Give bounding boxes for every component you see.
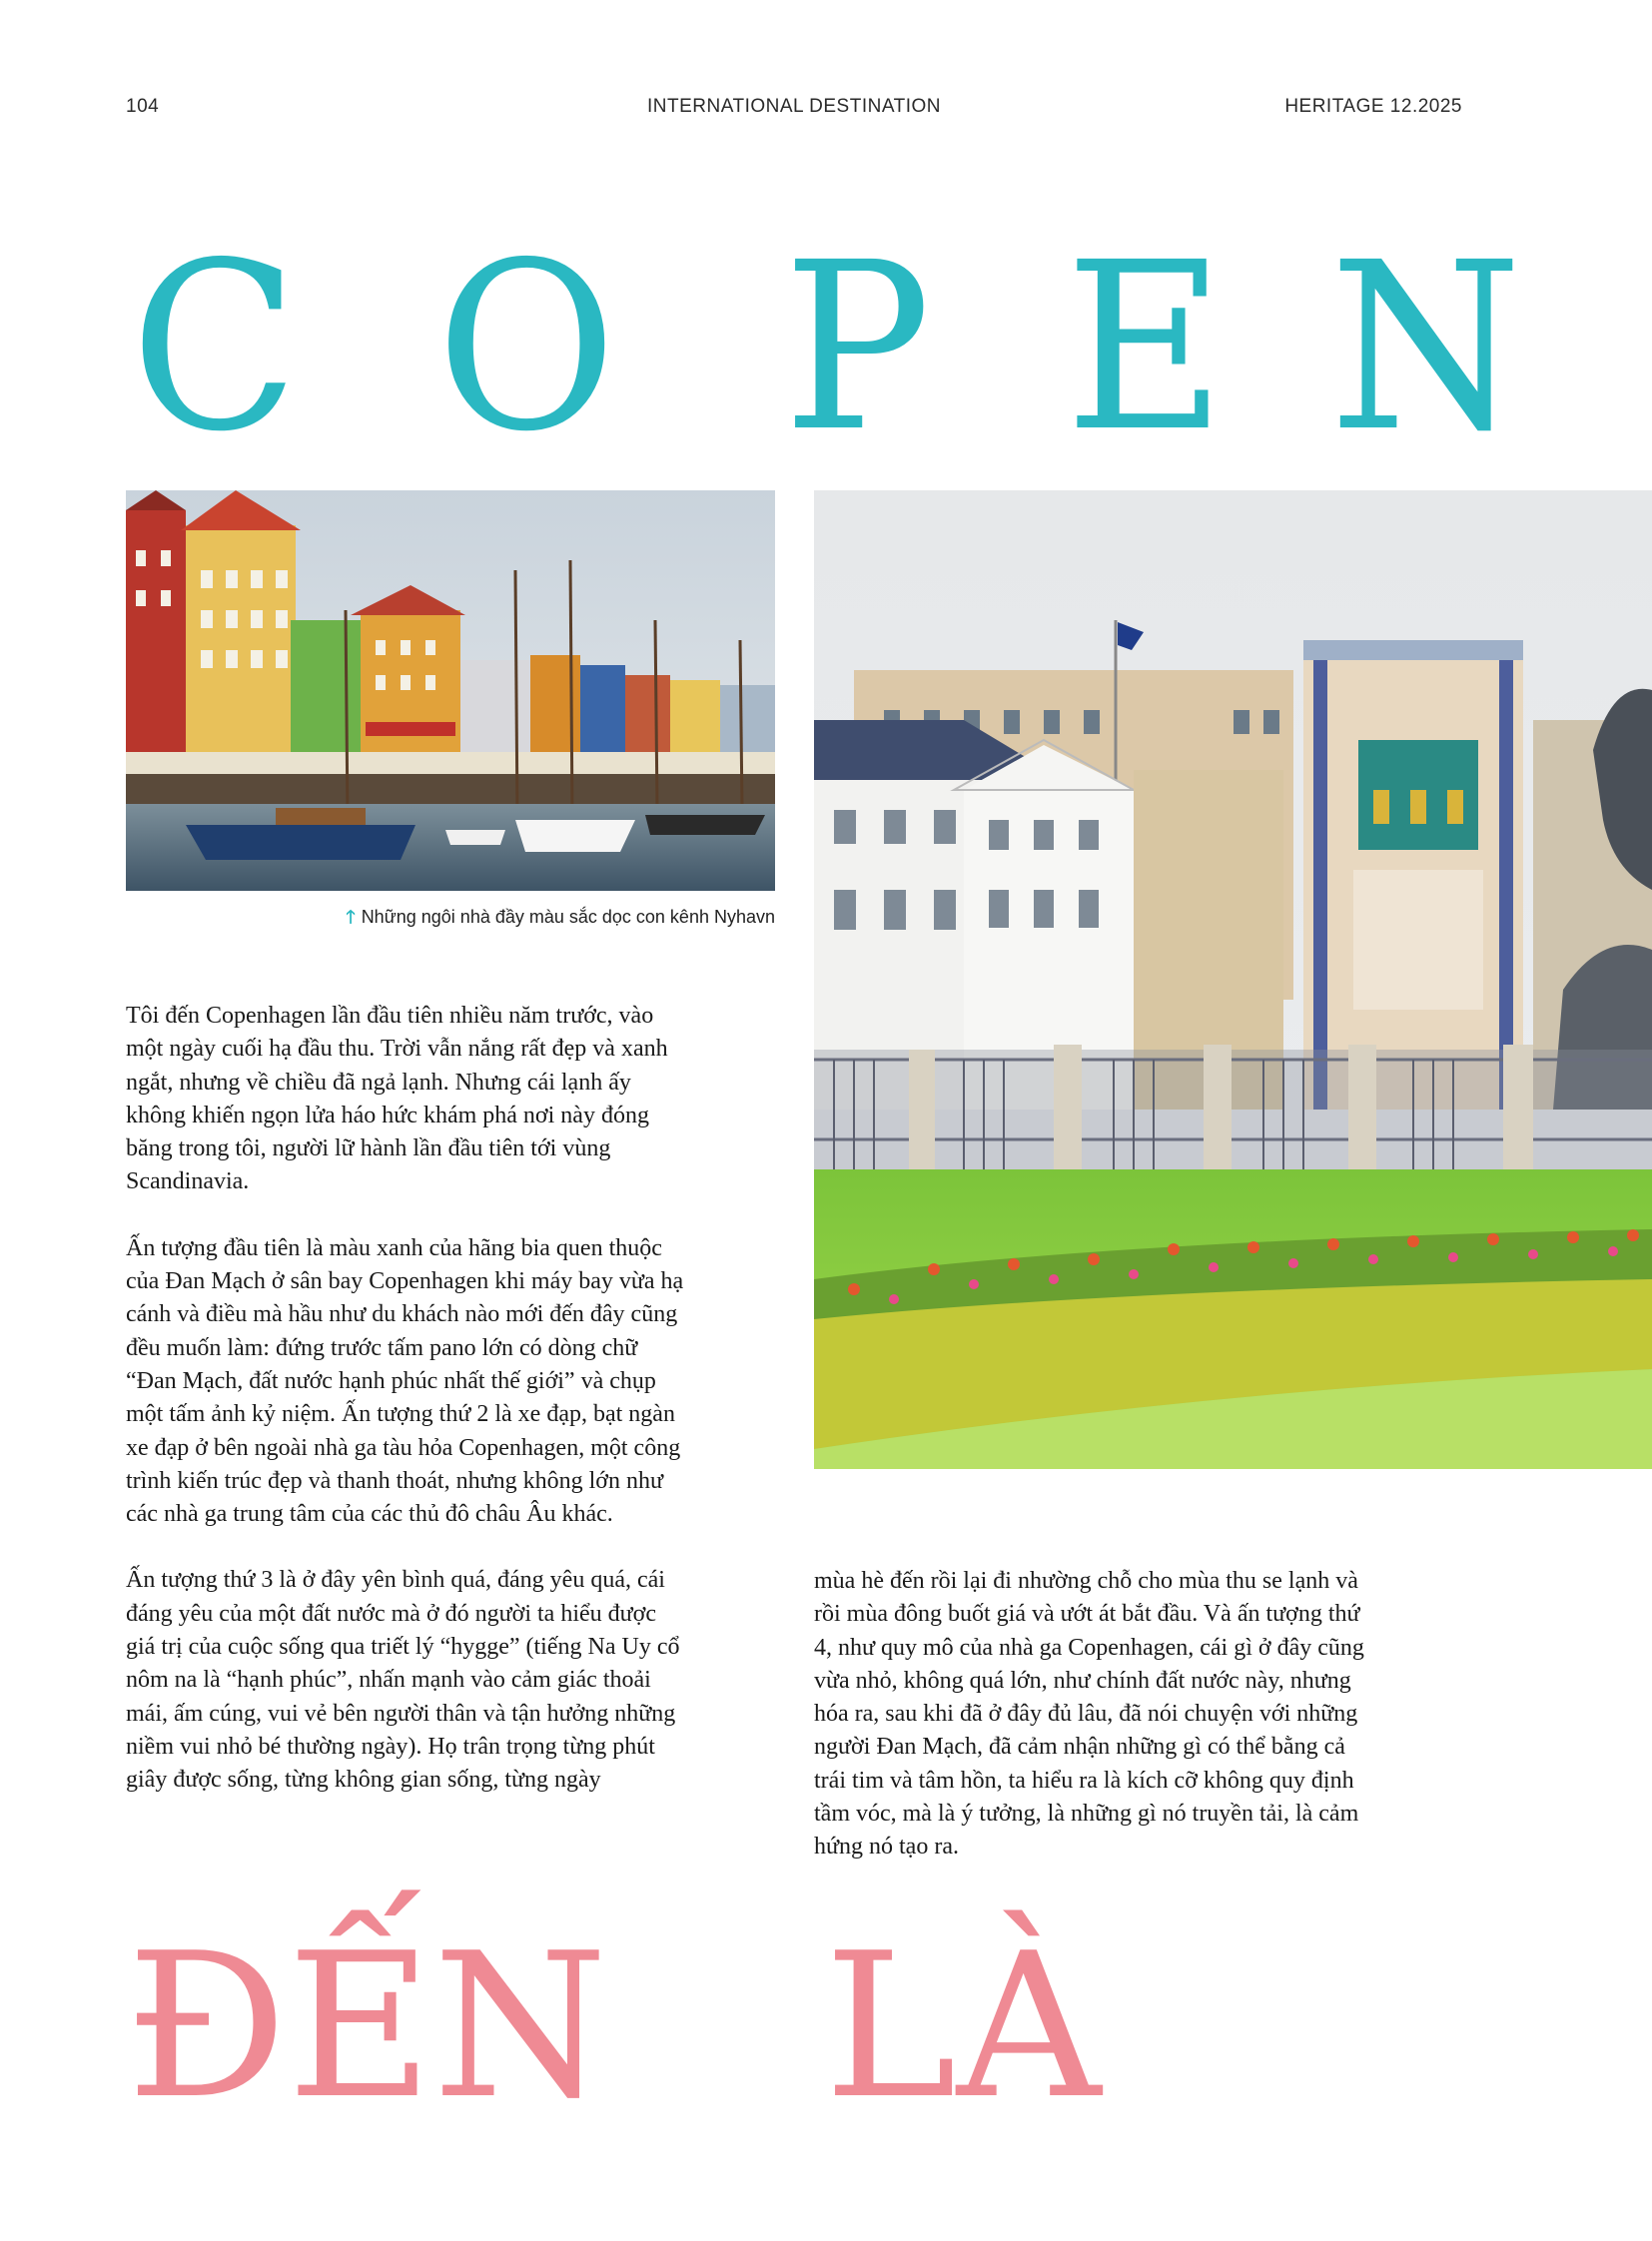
headline-letter-e: E xyxy=(1065,213,1227,482)
subheadline-word-la: LÀ xyxy=(824,1910,1102,2143)
copenhagen-square-photo xyxy=(814,490,1652,1469)
article-column-left xyxy=(126,1000,685,1831)
article-paragraph: Ấn tượng thứ 3 là ở đây yên bình quá, đáng yêu quá, cái đáng yêu của một đất nước mà ở đó người ta hiểu được giá trị của cuộc sống qua triết lý “hygge” (tiếng Na Uy cổ nôm na là “hạnh phúc”, nhấn mạnh vào cảm giác thoải mái, ấm cúng, vui vẻ bên người thân và tận hưởng những niềm vui nhỏ bé thường ngày). Họ trân trọng từng phút giây được sống, từng không gian sống, từng ngày xyxy=(126,1567,680,1794)
article-column-right xyxy=(814,1565,1373,1897)
article-paragraph: mùa hè đến rồi lại đi nhường chỗ cho mùa thu se lạnh và rồi mùa đông buốt giá và ướt át bắt đầu. Và ấn tượng thứ 4, như quy mô của nhà ga Copenhagen, cái gì ở đây cũng vừa nhỏ, không quá lớn, như chính đất nước này, nhưng hóa ra, sau khi đã ở đây đủ lâu, đã nói chuyện với những người Đan Mạch, đã cảm nhận những gì có thể bằng cả trái tim và tâm hồn, ta hiểu ra là kích cỡ không quy định tầm vóc, mà là ý tưởng, là những gì nó truyền tải, là cảm hứng nó tạo ra. xyxy=(814,1568,1364,1861)
nyhavn-photo xyxy=(126,490,775,891)
arrow-up-icon: 🡑 xyxy=(346,907,356,927)
article-paragraph: Ấn tượng đầu tiên là màu xanh của hãng bia quen thuộc của Đan Mạch ở sân bay Copenhagen khi máy bay vừa hạ cánh và điều mà hầu như du khách nào mới đến đây cũng đều muốn làm: đứng trước tấm pano lớn có dòng chữ “Đan Mạch, đất nước hạnh phúc nhất thế giới” và chụp một tấm ảnh kỷ niệm. Ấn tượng thứ 2 là xe đạp, bạt ngàn xe đạp ở bên ngoài nhà ga tàu hỏa Copenhagen, một công trình kiến trúc đẹp và thanh thoát, nhưng không lớn như các nhà ga trung tâm của các thủ đô châu Âu khác. xyxy=(126,1234,684,1528)
issue-label: HERITAGE 12.2025 xyxy=(1284,96,1462,117)
headline-letter-n: N xyxy=(1329,213,1522,482)
photo-caption xyxy=(126,905,775,935)
headline-letter-o: O xyxy=(435,213,617,482)
caption-text: Những ngôi nhà đầy màu sắc dọc con kênh Nyhavn xyxy=(361,907,775,927)
section-title: INTERNATIONAL DESTINATION xyxy=(646,96,941,117)
page-number: 104 xyxy=(126,96,160,117)
subheadline-word-den: ĐẾN xyxy=(126,1910,608,2143)
article-paragraph: Tôi đến Copenhagen lần đầu tiên nhiều năm trước, vào một ngày cuối hạ đầu thu. Trời vẫn nắng rất đẹp và xanh ngắt, nhưng về chiều đã ngả lạnh. Nhưng cái lạnh ấy không khiến ngọn lửa háo hức khám phá nơi này đóng băng trong tôi, người lữ hành lần đầu tiên tới vùng Scandinavia. xyxy=(126,1003,668,1195)
headline-letter-p: P xyxy=(782,213,932,482)
headline-letter-c: C xyxy=(130,213,300,482)
